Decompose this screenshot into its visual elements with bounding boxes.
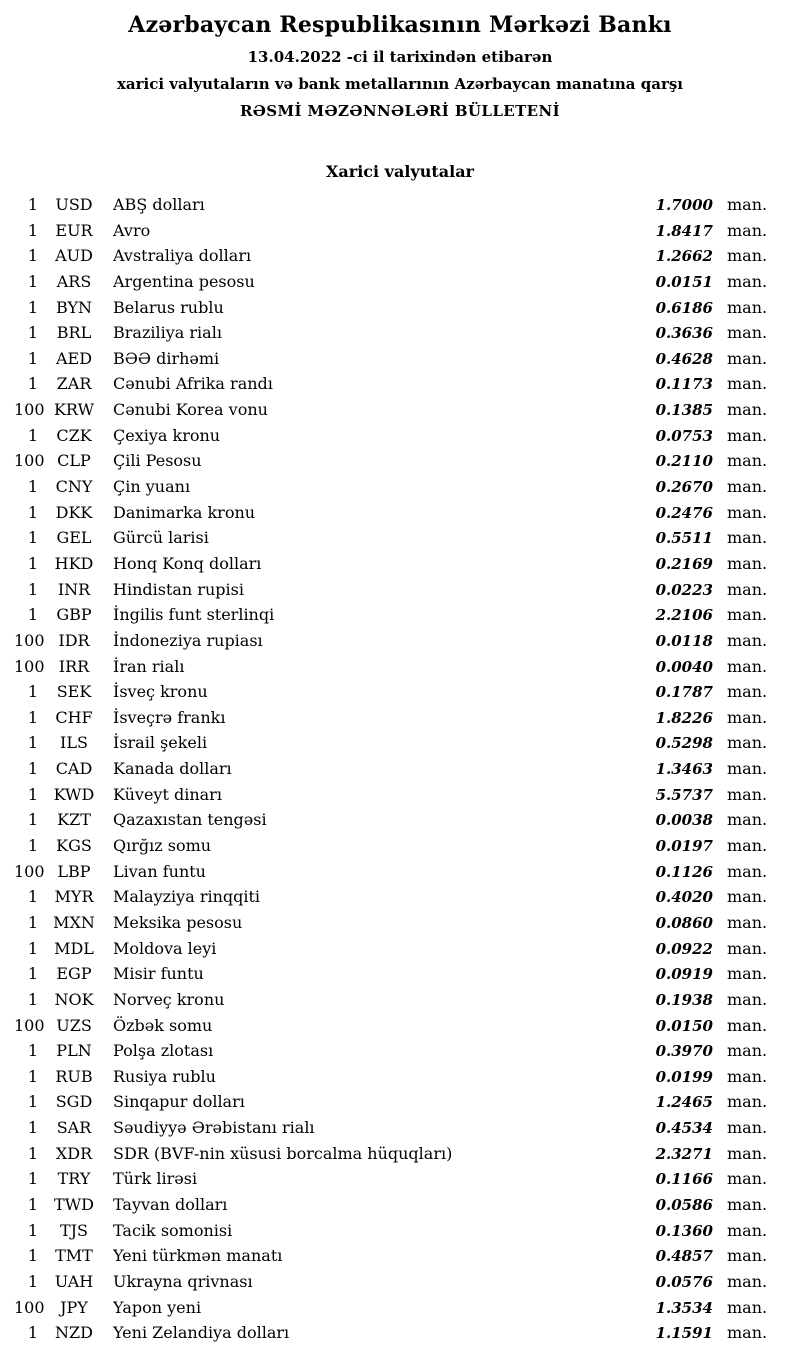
quantity: 1 (27, 1143, 38, 1163)
rate-row (14, 346, 770, 372)
currency-name: Meksika pesosu (113, 912, 243, 932)
currency-code: AUD (55, 246, 93, 266)
currency-code: INR (57, 579, 91, 599)
rate-value: 5.5737 (655, 785, 713, 804)
rate-row (14, 910, 770, 936)
currency-code: UAH (54, 1271, 94, 1291)
rate-value: 0.5511 (655, 529, 713, 548)
currency-code: KWD (53, 784, 95, 804)
quantity: 1 (27, 246, 38, 266)
currency-name: Qırğız somu (113, 836, 212, 856)
quantity: 1 (27, 938, 38, 958)
rate-row (14, 474, 770, 500)
rate-value: 0.1360 (655, 1221, 713, 1240)
rate-value: 0.1385 (655, 401, 713, 420)
rate-value: 1.3463 (655, 760, 713, 779)
currency-name: Danimarka kronu (113, 502, 256, 522)
currency-name: Misir funtu (113, 964, 204, 984)
currency-name: Küveyt dinarı (113, 784, 222, 804)
quantity: 100 (14, 1015, 45, 1035)
rate-row (14, 218, 770, 244)
quantity: 1 (27, 1066, 38, 1086)
quantity: 1 (27, 784, 38, 804)
rate-unit: man. (727, 528, 768, 548)
currency-name: Moldova leyi (113, 938, 217, 958)
rate-unit: man. (727, 348, 768, 368)
rate-value: 0.4534 (655, 1119, 713, 1138)
rate-unit: man. (727, 220, 768, 240)
currency-code: UZS (56, 1015, 92, 1035)
rate-value: 0.2670 (655, 478, 713, 497)
currency-code: IDR (58, 630, 90, 650)
rate-row (14, 654, 770, 680)
quantity: 1 (27, 220, 38, 240)
rate-row (14, 320, 770, 346)
rate-unit: man. (727, 682, 768, 702)
quantity: 1 (27, 1271, 38, 1291)
rate-unit: man. (727, 297, 768, 317)
currency-name: Malayziya rinqqiti (113, 887, 261, 907)
rate-value: 1.8226 (655, 708, 713, 727)
currency-name: Argentina pesosu (113, 271, 255, 291)
rate-row (14, 1243, 770, 1269)
rate-unit: man. (727, 733, 768, 753)
quantity: 1 (27, 425, 38, 445)
quantity: 1 (27, 759, 38, 779)
quantity: 1 (27, 528, 38, 548)
rate-value: 0.4020 (655, 888, 713, 907)
currency-code: BYN (55, 297, 93, 317)
bulletin-title: RƏSMİ MƏZƏNNƏLƏRİ BÜLLETENİ (239, 102, 561, 120)
quantity: 1 (27, 964, 38, 984)
rate-value: 0.1938 (655, 990, 713, 1009)
rate-value: 0.1787 (655, 683, 713, 702)
currency-name: BƏƏ dirhəmi (113, 348, 220, 368)
currency-name: Avstraliya dolları (113, 246, 252, 266)
rate-value: 0.0860 (655, 913, 713, 932)
rate-unit: man. (727, 502, 768, 522)
currency-name: Qazaxıstan tengəsi (113, 810, 267, 830)
rate-unit: man. (727, 1271, 768, 1291)
rate-unit: man. (727, 656, 768, 676)
effective-date-line: 13.04.2022 -ci il tarixindən etibarən (247, 48, 553, 66)
rate-row (14, 1115, 770, 1141)
currency-name: İngilis funt sterlinqi (113, 605, 275, 625)
rate-value: 0.0118 (655, 631, 713, 650)
rate-row (14, 1038, 770, 1064)
quantity: 1 (27, 1246, 38, 1266)
currency-name: Tacik somonisi (113, 1220, 233, 1240)
rate-row (14, 705, 770, 731)
rate-unit: man. (727, 1297, 768, 1317)
rate-unit: man. (727, 989, 768, 1009)
rate-value: 0.2476 (655, 503, 713, 522)
rate-row (14, 884, 770, 910)
rate-unit: man. (727, 1246, 768, 1266)
currency-code: CZK (56, 425, 92, 445)
quantity: 100 (14, 656, 45, 676)
quantity: 1 (27, 1323, 38, 1343)
currency-name: Ukrayna qrivnası (113, 1271, 253, 1291)
currency-name: İsrail şekeli (113, 733, 208, 753)
currency-name: Çili Pesosu (113, 451, 202, 471)
currency-code: TRY (57, 1169, 91, 1189)
currency-code: CNY (55, 477, 93, 497)
rate-unit: man. (727, 553, 768, 573)
currency-code: GBP (56, 605, 92, 625)
quantity: 1 (27, 553, 38, 573)
currency-name: Livan funtu (113, 861, 206, 881)
currency-code: GEL (56, 528, 92, 548)
currency-name: Kanada dolları (113, 759, 232, 779)
rate-unit: man. (727, 810, 768, 830)
currency-name: Türk lirəsi (113, 1169, 198, 1189)
rate-unit: man. (727, 1066, 768, 1086)
quantity: 1 (27, 195, 38, 214)
rate-value: 0.0919 (655, 965, 713, 984)
currency-code: NZD (55, 1323, 93, 1343)
quantity: 1 (27, 323, 38, 343)
subtitle-line: xarici valyutaların və bank metallarının Azərbaycan manatına qarşı (116, 75, 684, 93)
rate-row (14, 448, 770, 474)
quantity: 1 (27, 836, 38, 856)
currency-name: ABŞ dolları (113, 195, 205, 214)
quantity: 1 (27, 733, 38, 753)
currency-code: TWD (54, 1194, 94, 1214)
currency-code: MYR (54, 887, 94, 907)
bank-title: Azərbaycan Respublikasının Mərkəzi Bankı (128, 12, 672, 38)
rate-unit: man. (727, 1220, 768, 1240)
rates-table (0, 192, 800, 1346)
currency-name: Hindistan rupisi (113, 579, 244, 599)
currency-name: Norveç kronu (113, 989, 225, 1009)
currency-code: MDL (54, 938, 94, 958)
quantity: 100 (14, 1297, 45, 1317)
rate-unit: man. (727, 887, 768, 907)
rate-value: 0.0753 (655, 426, 713, 445)
currency-code: SAR (56, 1118, 92, 1138)
rate-row (14, 551, 770, 577)
currency-code: TMT (55, 1246, 93, 1266)
rate-value: 1.2662 (655, 247, 713, 266)
currency-code: SGD (55, 1092, 93, 1112)
rate-unit: man. (727, 425, 768, 445)
currency-name: Yeni türkmən manatı (113, 1246, 283, 1266)
rate-value: 0.2110 (655, 452, 713, 471)
rate-value: 2.3271 (655, 1144, 713, 1163)
currency-name: Braziliya rialı (113, 323, 222, 343)
rate-value: 0.0038 (655, 811, 713, 830)
rate-value: 1.1591 (655, 1324, 713, 1343)
quantity: 1 (27, 605, 38, 625)
currency-code: DKK (55, 502, 93, 522)
quantity: 1 (27, 1169, 38, 1189)
currency-code: PLN (56, 1041, 92, 1061)
currency-code: LBP (57, 861, 91, 881)
currency-code: KRW (53, 400, 95, 420)
rate-value: 0.4857 (655, 1247, 713, 1266)
quantity: 100 (14, 861, 45, 881)
rate-unit: man. (727, 1118, 768, 1138)
currency-code: CHF (55, 707, 93, 727)
rate-row (14, 628, 770, 654)
currency-name: İsveçrə frankı (113, 707, 226, 727)
rate-unit: man. (727, 246, 768, 266)
currency-name: Rusiya rublu (113, 1066, 216, 1086)
rate-value: 0.1173 (655, 375, 713, 394)
rate-value: 0.3636 (655, 324, 713, 343)
currency-code: USD (55, 195, 93, 214)
rate-row (14, 243, 770, 269)
quantity: 1 (27, 374, 38, 394)
rate-value: 0.5298 (655, 734, 713, 753)
quantity: 1 (27, 1041, 38, 1061)
quantity: 1 (27, 579, 38, 599)
quantity: 1 (27, 1118, 38, 1138)
rate-row (14, 1320, 770, 1346)
currency-name: İndoneziya rupiası (113, 630, 263, 650)
rate-unit: man. (727, 605, 768, 625)
rate-row (14, 602, 770, 628)
rate-value: 0.2169 (655, 554, 713, 573)
currency-code: KGS (56, 836, 92, 856)
quantity: 1 (27, 1194, 38, 1214)
currency-name: Cənubi Korea vonu (113, 400, 268, 420)
rate-value: 0.0040 (655, 657, 713, 676)
rate-row (14, 679, 770, 705)
rate-unit: man. (727, 707, 768, 727)
rate-row (14, 577, 770, 603)
rate-row (14, 371, 770, 397)
quantity: 100 (14, 630, 45, 650)
currency-code: IRR (58, 656, 90, 676)
currency-name: Cənubi Afrika randı (113, 374, 273, 394)
currency-code: HKD (54, 553, 94, 573)
rate-unit: man. (727, 1194, 768, 1214)
quantity: 1 (27, 810, 38, 830)
rate-unit: man. (727, 912, 768, 932)
rate-value: 0.0586 (655, 1195, 713, 1214)
rate-value: 0.1166 (655, 1170, 713, 1189)
rate-unit: man. (727, 836, 768, 856)
quantity: 1 (27, 912, 38, 932)
quantity: 1 (27, 502, 38, 522)
quantity: 1 (27, 1092, 38, 1112)
currency-code: EUR (55, 220, 93, 240)
rate-value: 0.0197 (655, 837, 713, 856)
rate-value: 0.0199 (655, 1067, 713, 1086)
currency-name: Sinqapur dolları (113, 1092, 245, 1112)
rate-row (14, 295, 770, 321)
rate-row (14, 961, 770, 987)
quantity: 1 (27, 477, 38, 497)
currency-name: İsveç kronu (113, 682, 208, 702)
currency-name: Gürcü larisi (113, 528, 209, 548)
quantity: 1 (27, 887, 38, 907)
rate-unit: man. (727, 1041, 768, 1061)
rate-row (14, 1141, 770, 1167)
currency-code: CLP (57, 451, 91, 471)
rate-row (14, 730, 770, 756)
rate-unit: man. (727, 1323, 768, 1343)
rate-row (14, 269, 770, 295)
currency-name: Honq Konq dolları (113, 553, 262, 573)
rate-value: 0.0576 (655, 1272, 713, 1291)
currency-code: BRL (56, 323, 92, 343)
rate-unit: man. (727, 323, 768, 343)
rate-unit: man. (727, 759, 768, 779)
section-title-foreign-currencies: Xarici valyutalar (326, 162, 474, 181)
currency-name: Polşa zlotası (113, 1041, 214, 1061)
currency-code: ZAR (56, 374, 92, 394)
currency-code: XDR (55, 1143, 93, 1163)
rate-row (14, 423, 770, 449)
rate-value: 2.2106 (655, 606, 713, 625)
rate-unit: man. (727, 1169, 768, 1189)
quantity: 1 (27, 989, 38, 1009)
currency-code: JPY (60, 1297, 88, 1317)
rate-value: 1.2465 (655, 1093, 713, 1112)
rate-unit: man. (727, 195, 768, 214)
currency-code: MXN (53, 912, 95, 932)
rate-row (14, 936, 770, 962)
rate-row (14, 1013, 770, 1039)
rate-value: 0.0150 (655, 1016, 713, 1035)
currency-name: Özbək somu (113, 1015, 213, 1035)
quantity: 100 (14, 451, 45, 471)
currency-code: AED (55, 348, 93, 368)
rate-value: 0.4628 (655, 349, 713, 368)
currency-name: Çexiya kronu (113, 425, 221, 445)
currency-code: CAD (55, 759, 93, 779)
quantity: 1 (27, 297, 38, 317)
rate-unit: man. (727, 374, 768, 394)
rate-row (14, 1269, 770, 1295)
rate-unit: man. (727, 861, 768, 881)
rate-unit: man. (727, 477, 768, 497)
rate-value: 1.7000 (655, 196, 713, 214)
currency-name: SDR (BVF-nin xüsusi borcalma hüquqları) (113, 1143, 453, 1163)
rate-row (14, 1089, 770, 1115)
rate-unit: man. (727, 938, 768, 958)
rate-row (14, 833, 770, 859)
quantity: 1 (27, 682, 38, 702)
quantity: 100 (14, 400, 45, 420)
rate-row (14, 397, 770, 423)
rate-unit: man. (727, 964, 768, 984)
rate-value: 0.3970 (655, 1042, 713, 1061)
rate-value: 1.3534 (655, 1298, 713, 1317)
rate-row (14, 1218, 770, 1244)
rate-value: 0.0223 (655, 580, 713, 599)
currency-name: Yeni Zelandiya dolları (113, 1323, 290, 1343)
quantity: 1 (27, 348, 38, 368)
currency-code: RUB (55, 1066, 93, 1086)
rate-unit: man. (727, 784, 768, 804)
currency-name: Yapon yeni (113, 1297, 202, 1317)
currency-name: Çin yuanı (113, 477, 191, 497)
rate-row (14, 782, 770, 808)
rate-unit: man. (727, 579, 768, 599)
rate-unit: man. (727, 630, 768, 650)
rate-value: 0.1126 (655, 862, 713, 881)
rate-value: 0.6186 (655, 298, 713, 317)
rate-unit: man. (727, 451, 768, 471)
currency-code: ILS (60, 733, 88, 753)
currency-name: Səudiyyə Ərəbistanı rialı (113, 1118, 315, 1138)
rate-row (14, 859, 770, 885)
currency-code: ARS (56, 271, 92, 291)
rate-unit: man. (727, 400, 768, 420)
rate-row (14, 1064, 770, 1090)
currency-code: NOK (54, 989, 94, 1009)
rate-unit: man. (727, 1092, 768, 1112)
rate-row (14, 1192, 770, 1218)
rate-row (14, 192, 770, 218)
currency-name: İran rialı (113, 656, 185, 676)
rate-row (14, 500, 770, 526)
rate-row (14, 756, 770, 782)
currency-name: Tayvan dolları (113, 1194, 228, 1214)
rate-value: 1.8417 (655, 221, 713, 240)
rate-row (14, 525, 770, 551)
rate-unit: man. (727, 1143, 768, 1163)
rate-value: 0.0922 (655, 939, 713, 958)
currency-code: SEK (56, 682, 92, 702)
rate-row (14, 1295, 770, 1321)
quantity: 1 (27, 271, 38, 291)
rate-row (14, 987, 770, 1013)
quantity: 1 (27, 707, 38, 727)
rate-value: 0.0151 (655, 272, 713, 291)
rate-row (14, 1166, 770, 1192)
rate-row (14, 807, 770, 833)
currency-code: KZT (57, 810, 91, 830)
currency-name: Belarus rublu (113, 297, 224, 317)
currency-code: EGP (56, 964, 92, 984)
quantity: 1 (27, 1220, 38, 1240)
rate-unit: man. (727, 1015, 768, 1035)
rate-unit: man. (727, 271, 768, 291)
currency-name: Avro (113, 220, 151, 240)
currency-code: TJS (59, 1220, 89, 1240)
